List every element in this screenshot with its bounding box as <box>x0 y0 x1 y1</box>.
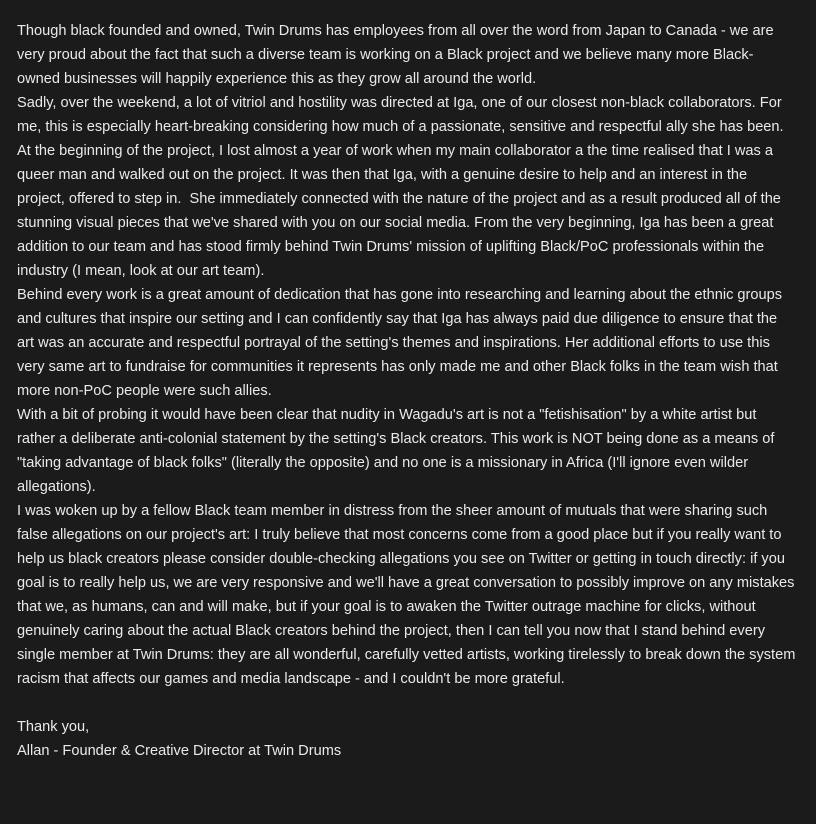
paragraph-allegations: I was woken up by a fellow Black team member in distress from the sheer amount of mutuals that were sharing such false allegations on our project's art: I truly believe that most concerns come from a good place but if you really want to help us black creators please consider double-checking allegations you see on Twitter or getting in touch directly: if you goal is to really help us, we are very responsive and we'll have a great conversation to possibly improve on any mistakes that we, as humans, can and will make, but if your goal is to awaken the Twitter outrage machine for clicks, without genuinely caring about the actual Black creators behind the project, then I can tell you now that I stand behind every single member at Twin Drums: they are all wonderful, carefully vetted artists, working tirelessly to break down the system racism that affects our games and media landscape - and I couldn't be more grateful. <box>17 503 800 687</box>
signature: Allan - Founder & Creative Director at Twin Drums <box>17 743 342 759</box>
closing-line: Thank you, <box>17 719 90 735</box>
paragraph-dedication: Behind every work is a great amount of dedication that has gone into researching and learning about the ethnic groups and cultures that inspire our setting and I can confidently say that Iga has always paid due diligence to ensure that the art was an accurate and respectful portrayal of the setting's themes and inspirations. Her additional efforts to use this very same art to fundraise for communities it represents has only made me and other Black folks in the team wish that more non-PoC people were such allies. <box>17 287 787 399</box>
paragraph-nudity-statement: With a bit of probing it would have been clear that nudity in Wagadu's art is not a "fetishisation" by a white artist but rather a deliberate anti-colonial statement by the setting's Black creators. This work is NOT being done as a means of "taking advantage of black folks" (literally the opposite) and no one is a missionary in Africa (I'll ignore even wilder allegations). <box>17 407 779 495</box>
paragraph-iga-support: Sadly, over the weekend, a lot of vitriol and hostility was directed at Iga, one of our closest non-black collaborators. For me, this is especially heart-breaking considering how much of a passionate, sensitive and respectful ally she has been. At the beginning of the project, I lost almost a year of work when my main collaborator a the time realised that I was a queer man and walked out on the project. It was then that Iga, with a genuine desire to help and an interest in the project, offered to step in. She immediately connected with the nature of the project and as a result produced all of the stunning visual pieces that we've shared with you on our social media. From the very beginning, Iga has been a great addition to our team and has stood firmly behind Twin Drums' mission of uplifting Black/PoC professionals within the industry (I mean, look at our art team). <box>17 95 787 279</box>
paragraph-spacer <box>17 691 796 715</box>
paragraph-diversity: Though black founded and owned, Twin Drums has employees from all over the word from Japan to Canada - we are very proud about the fact that such a diverse team is working on a Black project and we believe many more Black-owned businesses will happily experience this as they grow all around the world. <box>17 23 778 87</box>
